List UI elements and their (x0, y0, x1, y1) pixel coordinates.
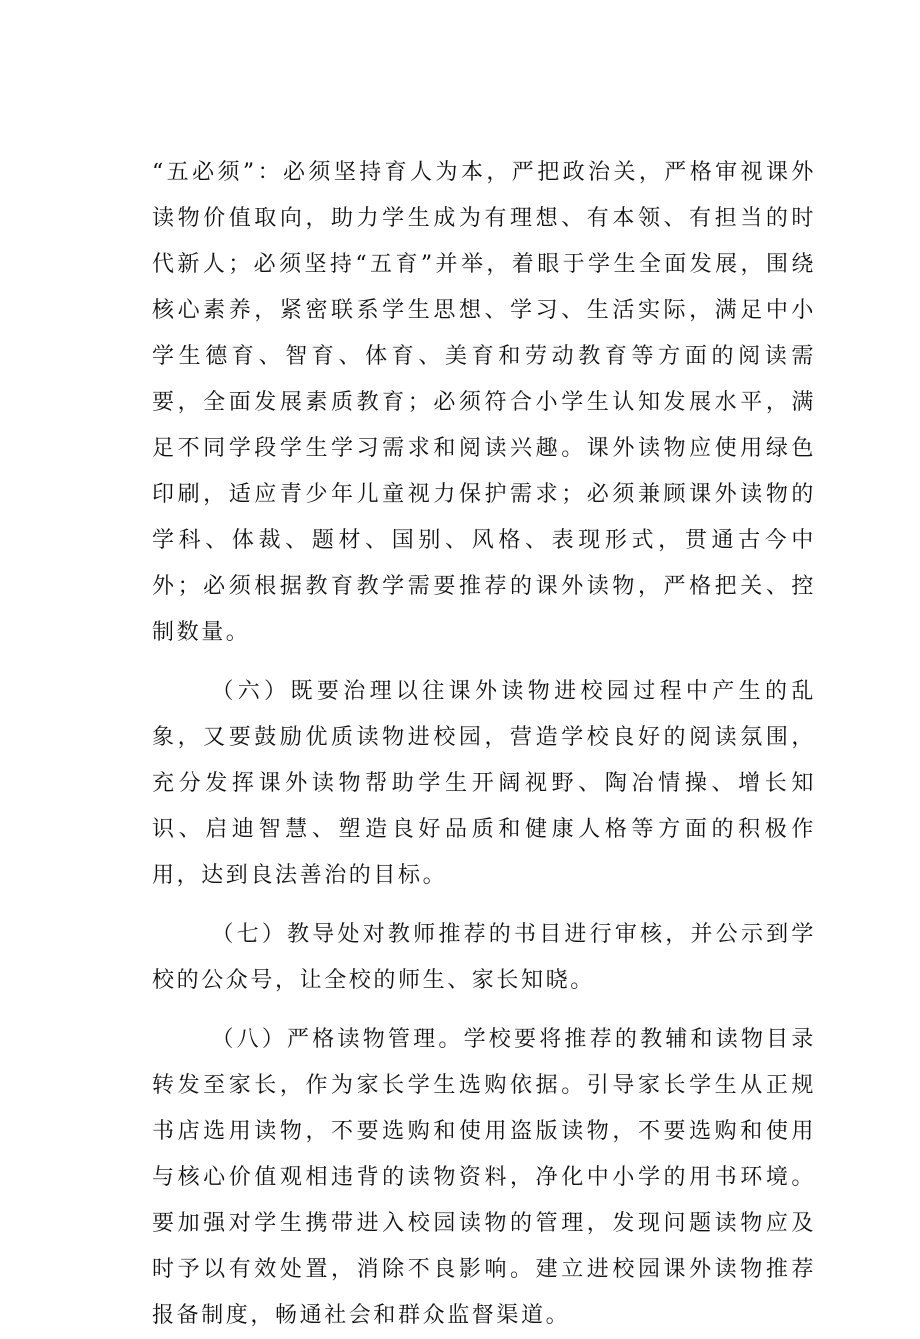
paragraph-five-musts: “五必须”：必须坚持育人为本，严把政治关，严格审视课外读物价值取向，助力学生成为有理想、有本领、有担当的时代新人；必须坚持“五育”并举，着眼于学生全面发展，围绕核心素养，紧密联系学生思想、学习、生活实际，满足中小学生德育、智育、体育、美育和劳动教育等方面的阅读需要，全面发展素质教育；必须符合小学生认知发展水平，满足不同学段学生学习需求和阅读兴趣。课外读物应使用绿色印刷，适应青少年儿童视力保护需求；必须兼顾课外读物的学科、体裁、题材、国别、风格、表现形式，贯通古今中外；必须根据教育教学需要推荐的课外读物，严格把关、控制数量。 (152, 160, 816, 645)
paragraph-section-six: （六）既要治理以往课外读物进校园过程中产生的乱象，又要鼓励优质读物进校园，营造学校良好的阅读氛围，充分发挥课外读物帮助学生开阔视野、陶冶情操、增长知识、启迪智慧、塑造良好品质和健康人格等方面的积极作用，达到良法善治的目标。 (152, 679, 816, 888)
document-body (152, 150, 816, 1339)
paragraph-section-eight: （八）严格读物管理。学校要将推荐的教辅和读物目录转发至家长，作为家长学生选购依据。引导家长学生从正规书店选用读物，不要选购和使用盗版读物，不要选购和使用与核心价值观相违背的读物资料，净化中小学的用书环境。要加强对学生携带进入校园读物的管理，发现问题读物应及时予以有效处置，消除不良影响。建立进校园课外读物推荐报备制度，畅通社会和群众监督渠道。 (152, 1027, 816, 1328)
paragraph-section-seven: （七）教导处对教师推荐的书目进行审核，并公示到学校的公众号，让全校的师生、家长知晓。 (152, 922, 816, 993)
